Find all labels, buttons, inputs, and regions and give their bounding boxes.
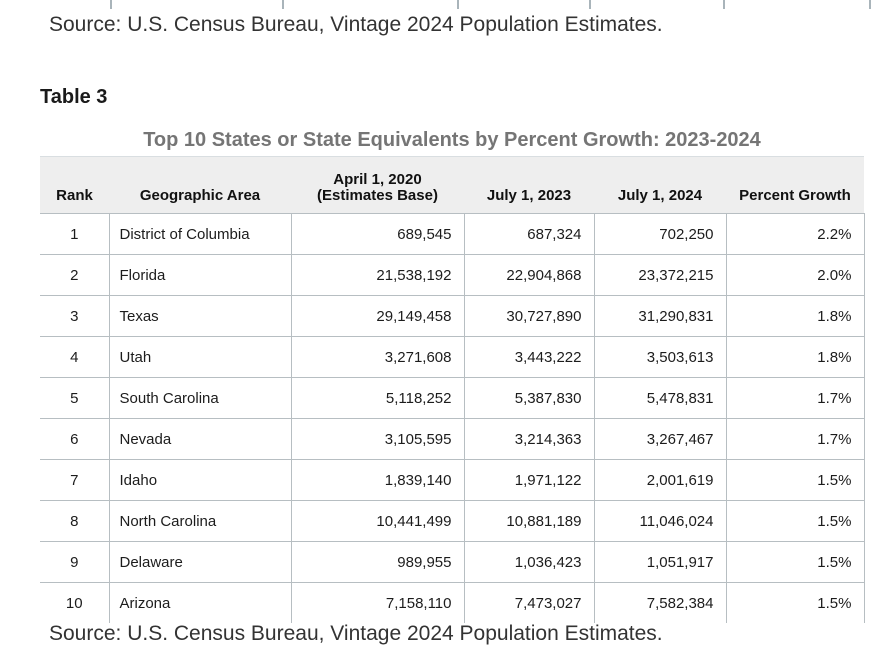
geographic-area-cell: Delaware	[109, 542, 291, 583]
april-2020-cell: 689,545	[291, 214, 464, 255]
table-row	[40, 214, 864, 255]
population-growth-table	[40, 156, 865, 623]
rank-cell: 10	[40, 583, 109, 624]
geographic-area-cell: North Carolina	[109, 501, 291, 542]
source-note-bottom: Source: U.S. Census Bureau, Vintage 2024 Population Estimates.	[49, 622, 663, 645]
geographic-area-cell: Utah	[109, 337, 291, 378]
geographic-area-cell: Florida	[109, 255, 291, 296]
rank-cell: 9	[40, 542, 109, 583]
geographic-area-cell: District of Columbia	[109, 214, 291, 255]
column-header-label: Percent Growth	[739, 187, 851, 204]
july-2024-cell: 1,051,917	[594, 542, 726, 583]
april-2020-cell: 10,441,499	[291, 501, 464, 542]
july-2023-cell: 1,971,122	[464, 460, 594, 501]
percent-growth-cell: 1.7%	[726, 419, 864, 460]
july-2024-cell: 11,046,024	[594, 501, 726, 542]
rank-cell: 3	[40, 296, 109, 337]
table-row	[40, 501, 864, 542]
cropped-table-border-fragment	[869, 0, 871, 9]
july-2024-cell: 3,503,613	[594, 337, 726, 378]
table-number-label: Table 3	[40, 86, 108, 108]
percent-growth-cell: 2.2%	[726, 214, 864, 255]
cropped-table-border-fragment	[723, 0, 725, 9]
rank-cell: 1	[40, 214, 109, 255]
column-header-geographic-area	[109, 157, 291, 214]
table-row	[40, 337, 864, 378]
july-2024-cell: 5,478,831	[594, 378, 726, 419]
table-header	[40, 157, 864, 214]
column-header-july-2024	[594, 157, 726, 214]
july-2023-cell: 7,473,027	[464, 583, 594, 624]
july-2023-cell: 22,904,868	[464, 255, 594, 296]
column-header-sublabel: (Estimates Base)	[317, 187, 438, 204]
column-header-label: Geographic Area	[139, 187, 261, 204]
table-row	[40, 255, 864, 296]
rank-cell: 5	[40, 378, 109, 419]
april-2020-cell: 3,105,595	[291, 419, 464, 460]
july-2023-cell: 5,387,830	[464, 378, 594, 419]
july-2023-cell: 1,036,423	[464, 542, 594, 583]
table-row	[40, 542, 864, 583]
table-row	[40, 378, 864, 419]
april-2020-cell: 29,149,458	[291, 296, 464, 337]
july-2024-cell: 702,250	[594, 214, 726, 255]
cropped-table-border-fragment	[457, 0, 459, 9]
percent-growth-cell: 1.7%	[726, 378, 864, 419]
cropped-table-border-fragment	[282, 0, 284, 9]
july-2024-cell: 31,290,831	[594, 296, 726, 337]
geographic-area-cell: Nevada	[109, 419, 291, 460]
percent-growth-cell: 1.5%	[726, 542, 864, 583]
source-note-top: Source: U.S. Census Bureau, Vintage 2024 Population Estimates.	[49, 13, 663, 36]
july-2024-cell: 2,001,619	[594, 460, 726, 501]
column-header-july-2023	[464, 157, 594, 214]
table-row	[40, 460, 864, 501]
geographic-area-cell: Arizona	[109, 583, 291, 624]
percent-growth-cell: 1.8%	[726, 296, 864, 337]
table-row	[40, 583, 864, 624]
cropped-table-border-fragment	[110, 0, 112, 9]
july-2023-cell: 30,727,890	[464, 296, 594, 337]
april-2020-cell: 1,839,140	[291, 460, 464, 501]
july-2023-cell: 3,443,222	[464, 337, 594, 378]
column-header-percent-growth	[726, 157, 864, 214]
geographic-area-cell: Idaho	[109, 460, 291, 501]
geographic-area-cell: South Carolina	[109, 378, 291, 419]
table-body	[40, 214, 864, 624]
rank-cell: 6	[40, 419, 109, 460]
column-header-label: July 1, 2023	[486, 187, 572, 204]
cropped-table-border-fragment	[589, 0, 591, 9]
table-header-row	[40, 157, 864, 214]
april-2020-cell: 5,118,252	[291, 378, 464, 419]
table-title: Top 10 States or State Equivalents by Percent Growth: 2023-2024	[143, 129, 761, 151]
percent-growth-cell: 1.5%	[726, 460, 864, 501]
column-header-label: April 1, 2020	[333, 171, 422, 188]
table-row	[40, 419, 864, 460]
column-header-april-2020	[291, 157, 464, 214]
april-2020-cell: 3,271,608	[291, 337, 464, 378]
column-header-label: July 1, 2024	[617, 187, 703, 204]
april-2020-cell: 21,538,192	[291, 255, 464, 296]
rank-cell: 2	[40, 255, 109, 296]
july-2024-cell: 3,267,467	[594, 419, 726, 460]
july-2023-cell: 687,324	[464, 214, 594, 255]
column-header-rank	[40, 157, 109, 214]
july-2024-cell: 7,582,384	[594, 583, 726, 624]
column-header-label: Rank	[56, 187, 93, 204]
rank-cell: 7	[40, 460, 109, 501]
percent-growth-cell: 1.8%	[726, 337, 864, 378]
percent-growth-cell: 1.5%	[726, 583, 864, 624]
percent-growth-cell: 1.5%	[726, 501, 864, 542]
april-2020-cell: 7,158,110	[291, 583, 464, 624]
july-2024-cell: 23,372,215	[594, 255, 726, 296]
rank-cell: 4	[40, 337, 109, 378]
percent-growth-cell: 2.0%	[726, 255, 864, 296]
rank-cell: 8	[40, 501, 109, 542]
april-2020-cell: 989,955	[291, 542, 464, 583]
july-2023-cell: 3,214,363	[464, 419, 594, 460]
geographic-area-cell: Texas	[109, 296, 291, 337]
july-2023-cell: 10,881,189	[464, 501, 594, 542]
table-row	[40, 296, 864, 337]
